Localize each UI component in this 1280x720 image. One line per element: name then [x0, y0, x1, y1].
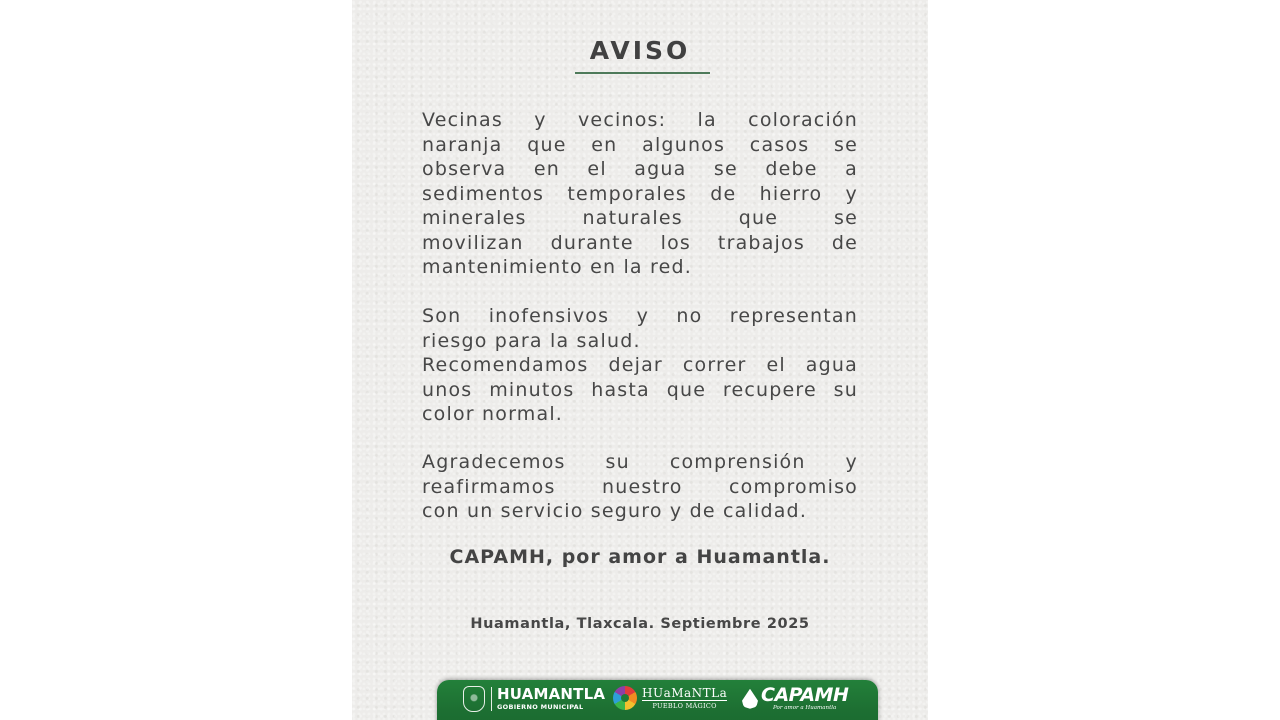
text-line: con un servicio seguro y de calidad.: [422, 500, 808, 522]
title-underline: [575, 72, 710, 74]
text-line: minerales naturales que se: [422, 207, 858, 229]
logo-divider: [491, 687, 492, 711]
municipal-crest-icon: [463, 686, 485, 712]
logo-pm-sub: PUEBLO MÁGICO: [652, 701, 717, 710]
paragraph-1: [422, 108, 858, 280]
text-line: movilizan durante los trabajos de: [422, 231, 858, 254]
paragraph-3: [422, 450, 858, 524]
text-line: sedimentos temporales de hierro y: [422, 182, 858, 205]
text-line: naranja que en algunos casos se: [422, 133, 858, 156]
text-line: Vecinas y vecinos: la coloración: [422, 109, 858, 131]
text-line: Son inofensivos y no representan: [422, 305, 858, 327]
pinwheel-icon: [613, 686, 637, 710]
paragraph-2: [422, 304, 858, 427]
logo-gov-main: HUAMANTLA: [497, 685, 606, 704]
text-line: unos minutos hasta que recupere su: [422, 378, 858, 401]
text-line: reafirmamos nuestro compromiso: [422, 475, 858, 498]
place-date: Huamantla, Tlaxcala. Septiembre 2025: [470, 616, 810, 632]
footer-logo-bar: [437, 680, 878, 720]
logo-huamantla-gobierno: [463, 686, 605, 712]
text-line: mantenimiento en la red.: [422, 256, 693, 278]
text-line: Recomendamos dejar correr el agua: [422, 354, 858, 376]
notice-card: [352, 0, 928, 720]
text-line: Agradecemos su comprensión y: [422, 451, 858, 473]
logo-capamh: [742, 686, 848, 712]
logo-capamh-sub: Por amor a Huamantla: [773, 705, 837, 711]
signature: CAPAMH, por amor a Huamantla.: [449, 546, 831, 568]
text-line: riesgo para la salud.: [422, 329, 641, 352]
logo-gov-sub: GOBIERNO MUNICIPAL: [497, 703, 584, 712]
logo-pm-main: HUaMaNTLa: [642, 685, 728, 700]
logo-capamh-main: CAPAMH: [761, 684, 849, 706]
text-line: color normal.: [422, 403, 564, 425]
water-drop-icon: [742, 689, 758, 709]
logo-pueblo-magico: [613, 686, 727, 710]
notice-title: AVISO: [589, 36, 691, 65]
text-line: observa en el agua se debe a: [422, 158, 858, 180]
